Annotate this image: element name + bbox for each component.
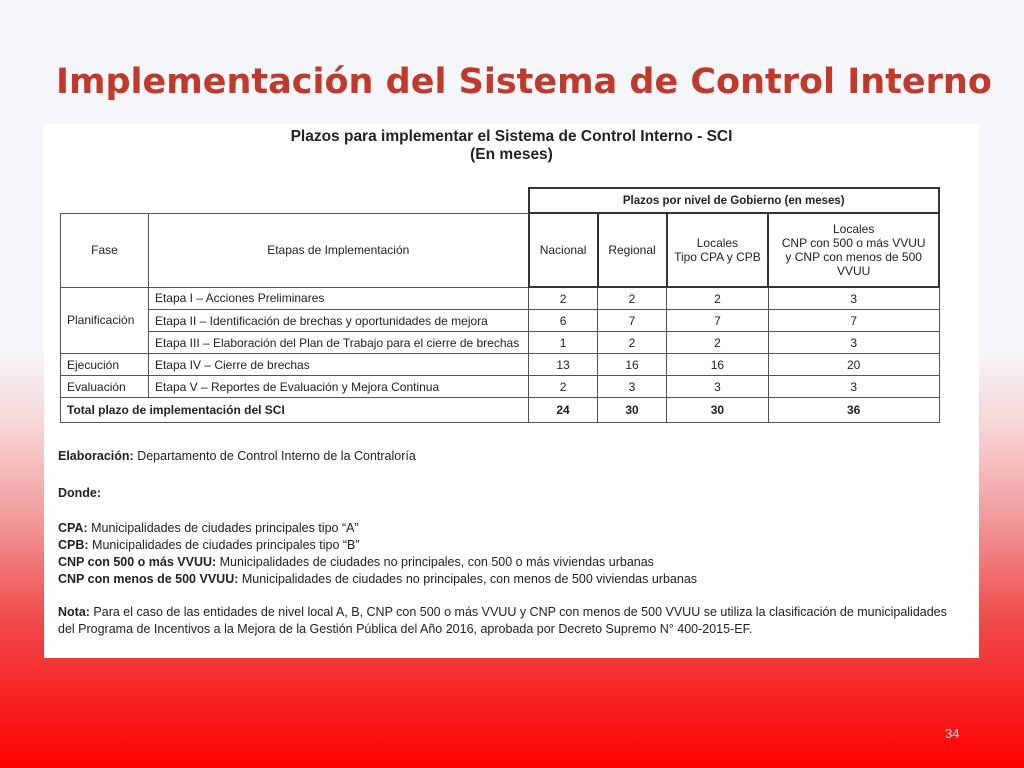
table-image-panel xyxy=(44,124,979,658)
table-row xyxy=(61,310,940,332)
table-row xyxy=(61,354,940,376)
cpb-text: Municipalidades de ciudades principales tipo “B” xyxy=(88,538,360,552)
header-locales-cnp xyxy=(768,213,939,287)
locales-cpa-cell: 7 xyxy=(667,310,769,332)
etapa-cell: Etapa V – Reportes de Evaluación y Mejora Continua xyxy=(148,376,528,398)
table-subtitle: (En meses) xyxy=(470,146,553,163)
locales-cnp-cell: 7 xyxy=(768,310,939,332)
etapa-cell: Etapa I – Acciones Preliminares xyxy=(148,287,528,310)
donde-label xyxy=(58,485,978,502)
header-regional: Regional xyxy=(598,213,667,287)
locales-cpa-cell: 3 xyxy=(667,376,769,398)
regional-cell: 2 xyxy=(598,287,667,310)
regional-cell: 16 xyxy=(598,354,667,376)
regional-cell: 2 xyxy=(598,332,667,354)
regional-cell: 3 xyxy=(598,376,667,398)
elaboracion-note xyxy=(58,448,978,465)
etapa-cell: Etapa II – Identificación de brechas y oportunidades de mejora xyxy=(148,310,528,332)
header-locales-cpa-line1: Locales xyxy=(696,236,739,250)
locales-cpa-cell: 2 xyxy=(667,287,769,310)
table-row xyxy=(61,332,940,354)
nacional-cell: 2 xyxy=(529,376,598,398)
nacional-cell: 1 xyxy=(529,332,598,354)
table-notes xyxy=(58,448,978,638)
deadlines-table xyxy=(60,187,940,423)
donde-label-text: Donde: xyxy=(58,486,102,500)
nacional-cell: 2 xyxy=(529,287,598,310)
fase-planificacion: Planificación xyxy=(61,287,149,354)
nota-label: Nota: xyxy=(58,605,90,619)
total-nacional: 24 xyxy=(529,398,598,423)
locales-cpa-cell: 2 xyxy=(667,332,769,354)
nota-line1 xyxy=(58,604,978,621)
cpb-definition xyxy=(58,537,978,554)
group-header: Plazos por nivel de Gobierno (en meses) xyxy=(529,188,939,213)
locales-cnp-cell: 3 xyxy=(768,376,939,398)
total-row xyxy=(61,398,940,423)
etapa-cell: Etapa IV – Cierre de brechas xyxy=(148,354,528,376)
nota-line2: del Programa de Incentivos a la Mejora de la Gestión Pública del Año 2016, aprobada por Decreto Supremo N° 400-2015-EF. xyxy=(58,622,753,636)
total-locales-cnp: 36 xyxy=(768,398,939,423)
table-title: Plazos para implementar el Sistema de Control Interno - SCI xyxy=(290,128,733,145)
nota-text-1: Para el caso de las entidades de nivel local A, B, CNP con 500 o más VVUU y CNP con menos de 500 VVUU se utiliza la clasificación de municipalidades xyxy=(89,605,947,619)
cnp500-text: Municipalidades de ciudades no principales, con 500 o más viviendas urbanas xyxy=(216,555,654,569)
nacional-cell: 13 xyxy=(529,354,598,376)
locales-cnp-cell: 3 xyxy=(768,332,939,354)
elaboracion-label: Elaboración: xyxy=(58,449,134,463)
total-locales-cpa: 30 xyxy=(667,398,769,423)
locales-cnp-cell: 20 xyxy=(768,354,939,376)
total-regional: 30 xyxy=(598,398,667,423)
header-locales-cpa-line2: Tipo CPA y CPB xyxy=(674,250,761,264)
table-row xyxy=(61,376,940,398)
header-locales-cnp-line3: y CNP con menos de 500 xyxy=(785,250,922,264)
cnpmenos-label: CNP con menos de 500 VVUU: xyxy=(58,572,239,586)
locales-cpa-cell: 16 xyxy=(667,354,769,376)
nacional-cell: 6 xyxy=(529,310,598,332)
header-nacional: Nacional xyxy=(529,213,598,287)
header-locales-cnp-line1: Locales xyxy=(832,222,875,236)
cpa-label: CPA: xyxy=(58,521,88,535)
elaboracion-text: Departamento de Control Interno de la Contraloría xyxy=(133,449,416,463)
header-locales-cnp-line4: VVUU xyxy=(837,264,871,278)
cnp500-label: CNP con 500 o más VVUU: xyxy=(58,555,217,569)
slide-title: Implementación del Sistema de Control Interno xyxy=(56,62,992,102)
etapa-cell: Etapa III – Elaboración del Plan de Trabajo para el cierre de brechas xyxy=(148,332,528,354)
total-label: Total plazo de implementación del SCI xyxy=(61,398,529,423)
cnpmenos-text: Municipalidades de ciudades no principales, con menos de 500 viviendas urbanas xyxy=(238,572,698,586)
table-row xyxy=(61,287,940,310)
header-locales-cpa xyxy=(667,213,769,287)
fase-ejecucion: Ejecución xyxy=(61,354,149,376)
fase-evaluacion: Evaluación xyxy=(61,376,149,398)
cpa-text: Municipalidades de ciudades principales tipo “A” xyxy=(87,521,359,535)
cnp500-definition xyxy=(58,554,978,571)
cpa-definition xyxy=(58,520,978,537)
header-fase: Fase xyxy=(61,213,149,287)
locales-cnp-cell: 3 xyxy=(768,287,939,310)
page-number: 34 xyxy=(945,726,960,741)
regional-cell: 7 xyxy=(598,310,667,332)
cpb-label: CPB: xyxy=(58,538,89,552)
header-locales-cnp-line2: CNP con 500 o más VVUU xyxy=(781,236,926,250)
header-etapas: Etapas de Implementación xyxy=(148,213,528,287)
cnpmenos-definition xyxy=(58,571,978,588)
